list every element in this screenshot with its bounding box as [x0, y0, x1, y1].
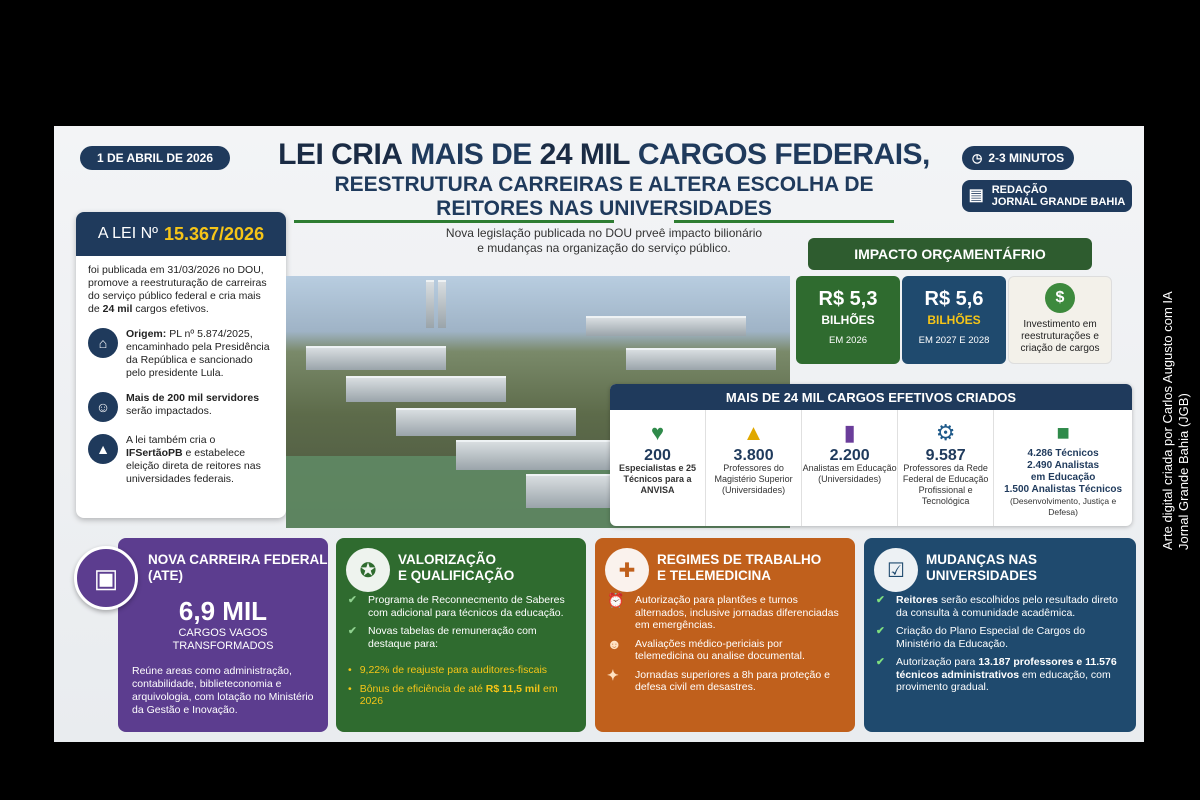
image-credit	[1152, 210, 1192, 550]
valor-item-4-b: R$ 11,5 mil	[485, 682, 541, 695]
valor-item-4-a: Bônus de eficiência de até	[359, 682, 483, 695]
regimes-item-2-text: Avaliações médico-periciais por telemedicina ou analise documental.	[635, 637, 805, 662]
law-header	[76, 212, 286, 256]
posts-title: MAIS DE 24 MIL CARGOS EFETIVOS CRIADOS	[610, 384, 1132, 410]
univ-item-1-text	[896, 594, 1124, 619]
gear-icon: ⚙	[935, 420, 956, 445]
law-servers-text: serão impactados.	[126, 405, 212, 417]
budget-2026-value: R$ 5,3	[818, 288, 878, 310]
posts-anvisa-number: 200	[644, 447, 671, 464]
bullet-icon: •	[348, 682, 352, 695]
regimes-item-3-text: Jornadas superiores a 8h para proteção e defesa civil em desastres.	[635, 668, 830, 693]
budget-card-investment	[1008, 276, 1112, 364]
ate-description: Reúne areas como administração, contabilidade, biblieteconomia e arquivologia, com lotação no Ministério da Gestão e Inovação.	[132, 665, 314, 716]
posts-tecnicos	[994, 410, 1132, 526]
budget-2027-unit: BILHÕES	[927, 313, 981, 327]
subtitle-line-2: e mudanças na organização do serviço público.	[477, 241, 731, 255]
tile-valorizacao	[336, 538, 586, 732]
check-icon: ✔	[348, 625, 357, 637]
briefcase-icon: ■	[1056, 420, 1070, 445]
photo-tower-left	[426, 280, 434, 328]
photo-building-1	[306, 346, 446, 370]
read-time-text: 2-3 MINUTOS	[988, 151, 1065, 165]
law-servers-row	[88, 392, 274, 422]
infographic-card	[54, 126, 1144, 742]
photo-building-7	[626, 348, 776, 370]
budget-card-2027-2028	[902, 276, 1006, 364]
regimes-title-line-1: REGIMES DE TRABALHO	[657, 552, 822, 567]
redacao-line-2: JORNAL GRANDE BAHIA	[991, 196, 1126, 208]
budget-title: IMPACTO ORÇAMENTÁFRIO	[808, 238, 1092, 270]
posts-tecnicos-line-5: (Desenvolvimento, Justiça e Defesa)	[1009, 496, 1117, 517]
graduation-cap-icon: ▲	[88, 434, 118, 464]
award-ribbon-icon: ✪	[346, 548, 390, 592]
headline	[274, 138, 934, 220]
book-icon: ▮	[843, 420, 856, 445]
headline-cargos: CARGOS FEDERAIS,	[637, 138, 930, 171]
regimes-item-2	[607, 635, 843, 663]
check-icon: ✔	[876, 656, 885, 668]
headline-mais-de: MAIS DE	[410, 138, 532, 171]
univ-item-3	[876, 656, 1124, 694]
univ-title-line-1: MUDANÇAS NAS	[926, 552, 1037, 567]
posts-magisterio-text: Professores do Magistério Superior (Universidades)	[714, 463, 793, 495]
credit-line-1: Arte digital criada por Carlos Augusto com IA	[1160, 291, 1175, 550]
posts-columns	[610, 410, 1132, 526]
headline-24-mil: 24 MIL	[539, 138, 631, 171]
tile-universidades	[864, 538, 1136, 732]
law-ifsertao	[126, 434, 274, 486]
check-icon: ✔	[876, 594, 885, 606]
univ-item-2	[876, 625, 1124, 650]
law-ifsertao-c: e estabelece eleição direta de reitores nas universidades federais.	[126, 447, 261, 485]
univ-item-3-a: Autorização para	[896, 656, 976, 668]
univ-item-1-a: Reitores	[896, 594, 939, 606]
law-servers	[126, 392, 259, 418]
ate-title-line-1: NOVA CARREIRA FEDERAL	[148, 552, 328, 567]
valor-item-4-c: em 2026	[359, 682, 558, 707]
posts-rede-federal	[898, 410, 994, 526]
graduation-cap-icon: ▲	[742, 420, 765, 445]
law-servers-bold: Mais de 200 mil servidores	[126, 392, 260, 404]
valor-title-line-2: E QUALIFICAÇÃO	[398, 568, 515, 583]
subtitle	[404, 226, 804, 256]
univ-item-1-b: serão escolhidos pelo resultado direto da consulta à comunidade acadêmica.	[896, 594, 1118, 619]
law-intro	[88, 264, 274, 316]
valor-item-2	[348, 625, 574, 650]
law-summary-box	[76, 212, 286, 518]
law-origin-text: PL nº 5.874/2025, encaminhado pela Presidência da República e sancionado pelo presidente Lula.	[126, 328, 270, 379]
headline-lei-cria: LEI CRIA	[278, 138, 403, 171]
heart-pulse-icon: ♥	[650, 420, 665, 445]
posts-magisterio	[706, 410, 802, 526]
law-ifsertao-b: IFSertãoPB	[126, 447, 183, 459]
univ-item-3-text	[896, 656, 1124, 694]
univ-item-1	[876, 594, 1124, 619]
bullet-icon: •	[348, 664, 352, 676]
law-origin-label: Origem:	[126, 328, 167, 340]
law-intro-end: cargos efetivos.	[135, 303, 209, 315]
valor-item-3	[348, 664, 574, 677]
photo-building-3	[396, 408, 576, 436]
budget-investment-text: Investimento em reestruturações e criação de cargos	[1020, 319, 1100, 354]
people-group-icon: ☺	[88, 392, 118, 422]
posts-tecnicos-line-1: 4.286 Técnicos	[1027, 448, 1099, 459]
doctor-icon: ☻	[607, 635, 622, 652]
budget-2027-year: EM 2027 E 2028	[918, 335, 990, 346]
newspaper-icon: ▤	[968, 187, 984, 204]
posts-magisterio-number: 3.800	[733, 447, 774, 464]
ate-small-line-2: TRANSFORMADOS	[172, 640, 274, 652]
budget-2026-unit: BILHÕES	[821, 313, 875, 327]
univ-item-2-text: Criação do Plano Especial de Cargos do Ministério da Educação.	[896, 625, 1086, 650]
budget-2027-value: R$ 5,6	[924, 288, 984, 310]
posts-anvisa	[610, 410, 706, 526]
date-badge: 1 DE ABRIL DE 2026	[80, 146, 230, 170]
tile-nova-carreira	[118, 538, 328, 732]
headline-line-1	[274, 138, 934, 172]
law-ifsertao-row	[88, 434, 274, 486]
ate-big-number: 6,9 MIL	[178, 596, 268, 626]
budget-card-2026	[796, 276, 900, 364]
redacao-badge	[962, 180, 1132, 212]
posts-tecnicos-line-2: 2.490 Analistas	[1027, 460, 1100, 471]
posts-tecnicos-line-3: em Educação	[1030, 472, 1096, 483]
photo-building-2	[346, 376, 506, 402]
regimes-item-3	[607, 666, 843, 694]
headline-rule-left	[294, 220, 614, 223]
headline-line-3: REITORES NAS UNIVERSIDADES	[436, 197, 772, 220]
ate-small-line-1: CARGOS VAGOS	[178, 627, 268, 639]
valor-item-1	[348, 594, 574, 619]
posts-created-panel	[610, 384, 1132, 526]
government-building-icon: ⌂	[88, 328, 118, 358]
law-prefix: A LEI Nº	[97, 225, 158, 242]
regimes-item-1-text: Autorização para plantões e turnos alternados, inclusive jornadas diferenciadas em emergências.	[635, 594, 839, 631]
read-time-badge	[962, 146, 1074, 170]
valor-item-3-text: 9,22% de reajuste para auditores-fiscais	[359, 664, 548, 676]
valor-item-4-text	[360, 683, 574, 708]
redacao-text	[992, 184, 1126, 208]
budget-2026-year: EM 2026	[828, 335, 868, 346]
posts-rede-federal-number: 9.587	[925, 447, 966, 464]
law-origin-row	[88, 328, 274, 380]
valor-title-line-1: VALORIZAÇÃO	[398, 552, 496, 567]
posts-analistas-text: Analistas em Educação (Universidades)	[802, 463, 897, 484]
posts-rede-federal-text: Professores da Rede Federal de Educação Profissional e Tecnológica	[902, 463, 989, 506]
money-bag-icon: $	[1045, 283, 1075, 313]
ate-title-line-2: (ATE)	[148, 568, 183, 583]
regimes-item-1	[607, 594, 843, 632]
univ-title-line-2: UNIVERSIDADES	[926, 568, 1038, 583]
ate-title	[118, 538, 328, 588]
briefcase-icon: ▣	[74, 546, 138, 610]
tile-regimes	[595, 538, 855, 732]
civil-defense-icon: ✦	[607, 666, 619, 683]
check-icon: ✔	[876, 625, 885, 637]
photo-tower-right	[438, 280, 446, 328]
univ-item-3-c: em educação, com provimento gradual.	[896, 668, 1111, 693]
subtitle-line-1: Nova legislação publicada no DOU prveê impacto bilionário	[445, 226, 763, 240]
clock-icon: ◷	[971, 151, 983, 165]
redacao-line-1: REDAÇÃO	[991, 184, 1048, 196]
law-origin	[126, 328, 274, 380]
check-icon: ✔	[348, 594, 357, 606]
alarm-clock-icon: ⏰	[607, 592, 625, 608]
ballot-box-icon: ☑	[874, 548, 918, 592]
univ-item-3-b: 13.187 professores e 11.576 técnicos administrativos	[896, 656, 1117, 681]
law-number: 15.367/2026	[163, 223, 265, 244]
posts-anvisa-text: Especialistas e 25 Técnicos para a ANVISA	[618, 463, 697, 495]
law-intro-text: foi publicada em 31/03/2026 no DOU, promove a reestruturação de carreiras do serviço público federal e cria mais de	[88, 264, 267, 315]
posts-analistas	[802, 410, 898, 526]
valor-item-4	[348, 683, 574, 708]
regimes-title-line-2: E TELEMEDICINA	[657, 568, 772, 583]
medical-monitor-icon: ✚	[605, 548, 649, 592]
valor-item-2-text: Novas tabelas de remuneração com destaque para:	[368, 625, 537, 650]
headline-rule-right	[674, 220, 894, 223]
posts-tecnicos-line-4: 1.500 Analistas Técnicos	[1004, 484, 1123, 495]
law-ifsertao-a: A lei também cria o	[126, 434, 216, 446]
photo-building-6	[586, 316, 746, 336]
credit-line-2: Jornal Grande Bahia (JGB)	[1176, 393, 1191, 550]
headline-line-2: REESTRUTURA CARREIRAS E ALTERA ESCOLHA DE	[334, 173, 874, 196]
law-body	[76, 256, 286, 494]
posts-analistas-number: 2.200	[829, 447, 870, 464]
valor-item-1-text: Programa de Reconnecmento de Saberes com adicional para técnicos da educação.	[368, 594, 565, 619]
law-intro-bold: 24 mil	[102, 303, 133, 315]
